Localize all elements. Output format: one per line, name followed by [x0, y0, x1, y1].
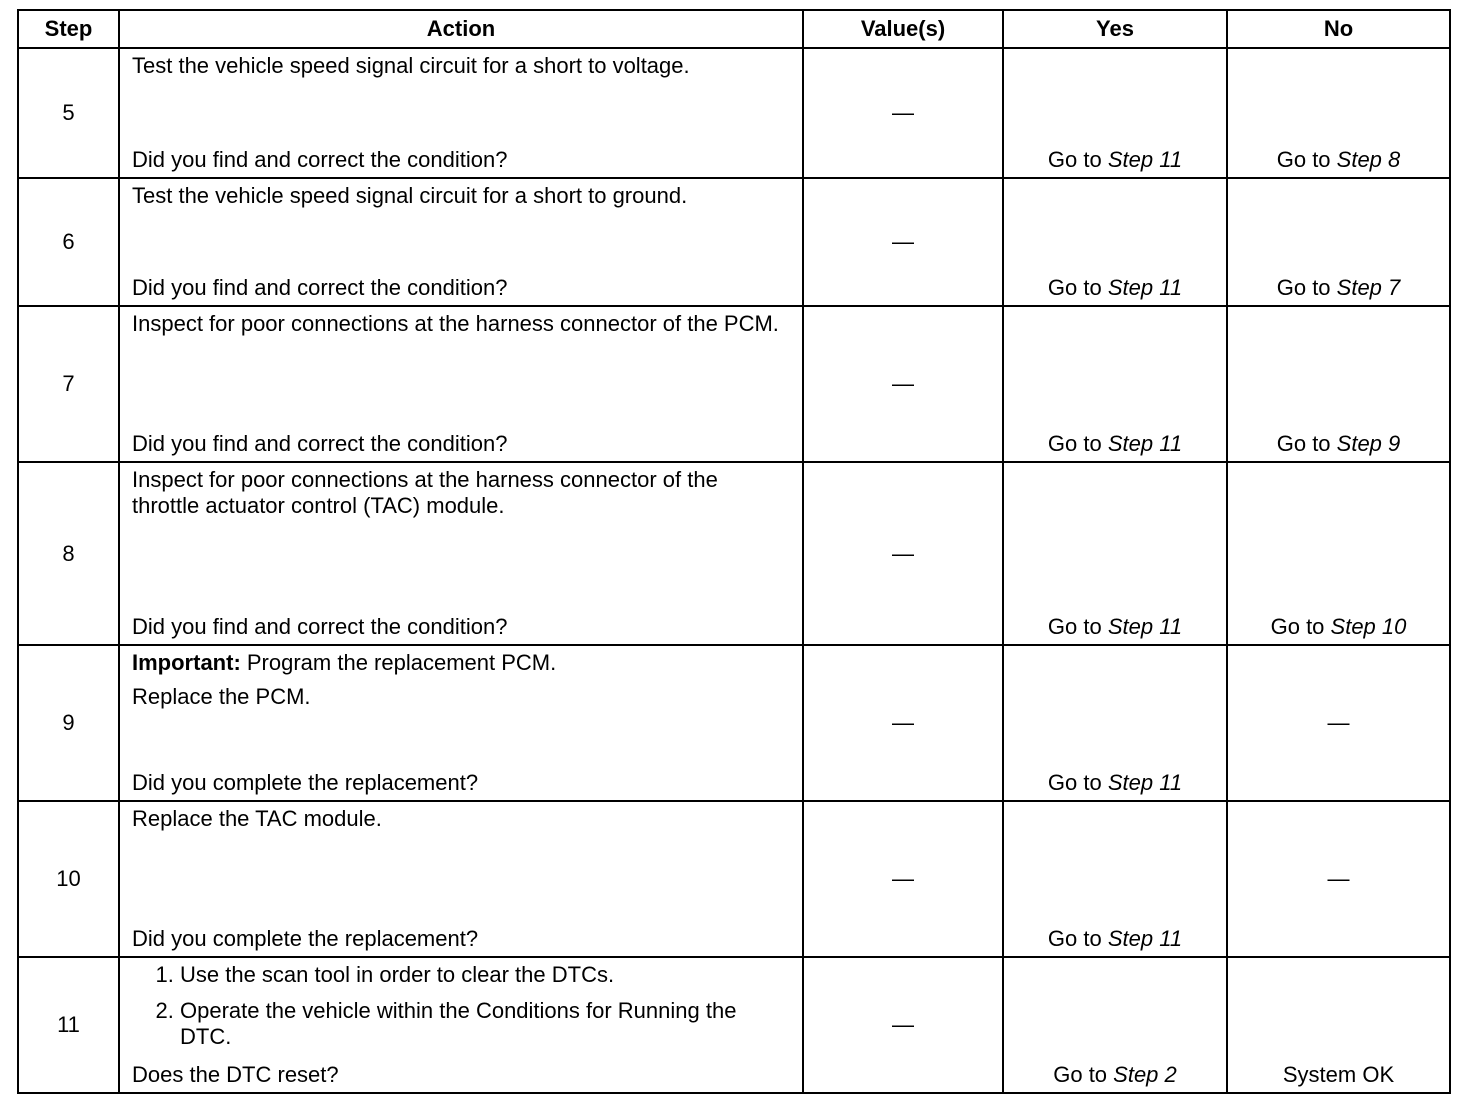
action-question: Did you find and correct the condition?: [132, 147, 508, 172]
action-cell: [119, 462, 803, 645]
action-list: [132, 962, 790, 1050]
header-no: No: [1227, 10, 1450, 48]
no-step-ref: Step 7: [1336, 275, 1401, 300]
list-item: 2. Operate the vehicle within the Conditions for Running the DTC.: [180, 998, 790, 1050]
step-number: 11: [18, 957, 119, 1093]
yes-cell: [1003, 462, 1227, 645]
action-text: Test the vehicle speed signal circuit for a short to ground.: [132, 183, 688, 208]
yes-prefix: Go to: [1047, 926, 1108, 951]
table-row: [18, 48, 1450, 178]
important-note: [132, 650, 790, 676]
no-step-ref: Step 8: [1336, 147, 1401, 172]
action-text: Test the vehicle speed signal circuit for a short to voltage.: [132, 53, 690, 78]
no-cell: [1227, 462, 1450, 645]
yes-cell: [1003, 645, 1227, 801]
no-step-ref: Step 10: [1330, 614, 1407, 639]
yes-prefix: Go to: [1053, 1062, 1114, 1087]
action-question: Did you complete the replacement?: [132, 926, 479, 951]
yes-step-ref: Step 11: [1107, 926, 1183, 951]
no-step-ref: Step 9: [1336, 431, 1401, 456]
step-number: 9: [18, 645, 119, 801]
step-number: 6: [18, 178, 119, 306]
action-text: Replace the TAC module.: [132, 806, 382, 831]
table-row: [18, 801, 1450, 957]
diagnostic-table: [17, 9, 1451, 1094]
action-question: Did you find and correct the condition?: [132, 275, 508, 300]
action-cell: [119, 801, 803, 957]
important-label: Important:: [132, 650, 241, 675]
yes-step-ref: Step 11: [1107, 770, 1183, 795]
yes-cell: [1003, 178, 1227, 306]
header-yes: Yes: [1003, 10, 1227, 48]
table-row: [18, 645, 1450, 801]
yes-step-ref: Step 11: [1107, 431, 1183, 456]
yes-prefix: Go to: [1047, 431, 1108, 456]
no-cell: [1227, 306, 1450, 462]
action-question: Did you find and correct the condition?: [132, 431, 508, 456]
yes-cell: [1003, 957, 1227, 1093]
table-row: [18, 462, 1450, 645]
no-cell: [1227, 48, 1450, 178]
table-row: [18, 178, 1450, 306]
yes-cell: [1003, 48, 1227, 178]
header-row: [18, 10, 1450, 48]
action-question: Did you find and correct the condition?: [132, 614, 508, 639]
no-cell: [1227, 178, 1450, 306]
no-cell: —: [1227, 645, 1450, 801]
list-item: 1. Use the scan tool in order to clear the DTCs.: [180, 962, 790, 988]
value-cell: —: [803, 957, 1003, 1093]
no-cell: —: [1227, 801, 1450, 957]
action-cell: [119, 178, 803, 306]
action-question: Did you complete the replacement?: [132, 770, 479, 795]
value-cell: —: [803, 178, 1003, 306]
no-prefix: Go to: [1276, 275, 1337, 300]
no-prefix: Go to: [1276, 431, 1337, 456]
yes-step-ref: Step 2: [1113, 1062, 1177, 1087]
yes-prefix: Go to: [1047, 147, 1108, 172]
action-text: Inspect for poor connections at the harness connector of the throttle actuator control (TAC) module.: [132, 467, 718, 518]
yes-cell: [1003, 306, 1227, 462]
yes-prefix: Go to: [1047, 770, 1108, 795]
action-cell: [119, 645, 803, 801]
value-cell: —: [803, 462, 1003, 645]
yes-step-ref: Step 11: [1107, 147, 1183, 172]
header-step: Step: [18, 10, 119, 48]
action-cell: [119, 306, 803, 462]
table-row: [18, 957, 1450, 1093]
action-text: Inspect for poor connections at the harness connector of the PCM.: [132, 311, 779, 336]
action-cell: [119, 48, 803, 178]
yes-cell: [1003, 801, 1227, 957]
step-number: 7: [18, 306, 119, 462]
value-cell: —: [803, 48, 1003, 178]
header-action: Action: [119, 10, 803, 48]
important-text: Program the replacement PCM.: [240, 650, 557, 675]
no-cell: System OK: [1227, 957, 1450, 1093]
action-question: Does the DTC reset?: [132, 1062, 339, 1087]
header-value: Value(s): [803, 10, 1003, 48]
step-number: 8: [18, 462, 119, 645]
step-number: 5: [18, 48, 119, 178]
yes-step-ref: Step 11: [1107, 614, 1183, 639]
value-cell: —: [803, 645, 1003, 801]
action-cell: [119, 957, 803, 1093]
step-number: 10: [18, 801, 119, 957]
yes-step-ref: Step 11: [1107, 275, 1183, 300]
table-row: [18, 306, 1450, 462]
no-prefix: Go to: [1276, 147, 1337, 172]
value-cell: —: [803, 306, 1003, 462]
value-cell: —: [803, 801, 1003, 957]
no-prefix: Go to: [1270, 614, 1331, 639]
action-text: Replace the PCM.: [132, 684, 311, 709]
yes-prefix: Go to: [1047, 614, 1108, 639]
yes-prefix: Go to: [1047, 275, 1108, 300]
